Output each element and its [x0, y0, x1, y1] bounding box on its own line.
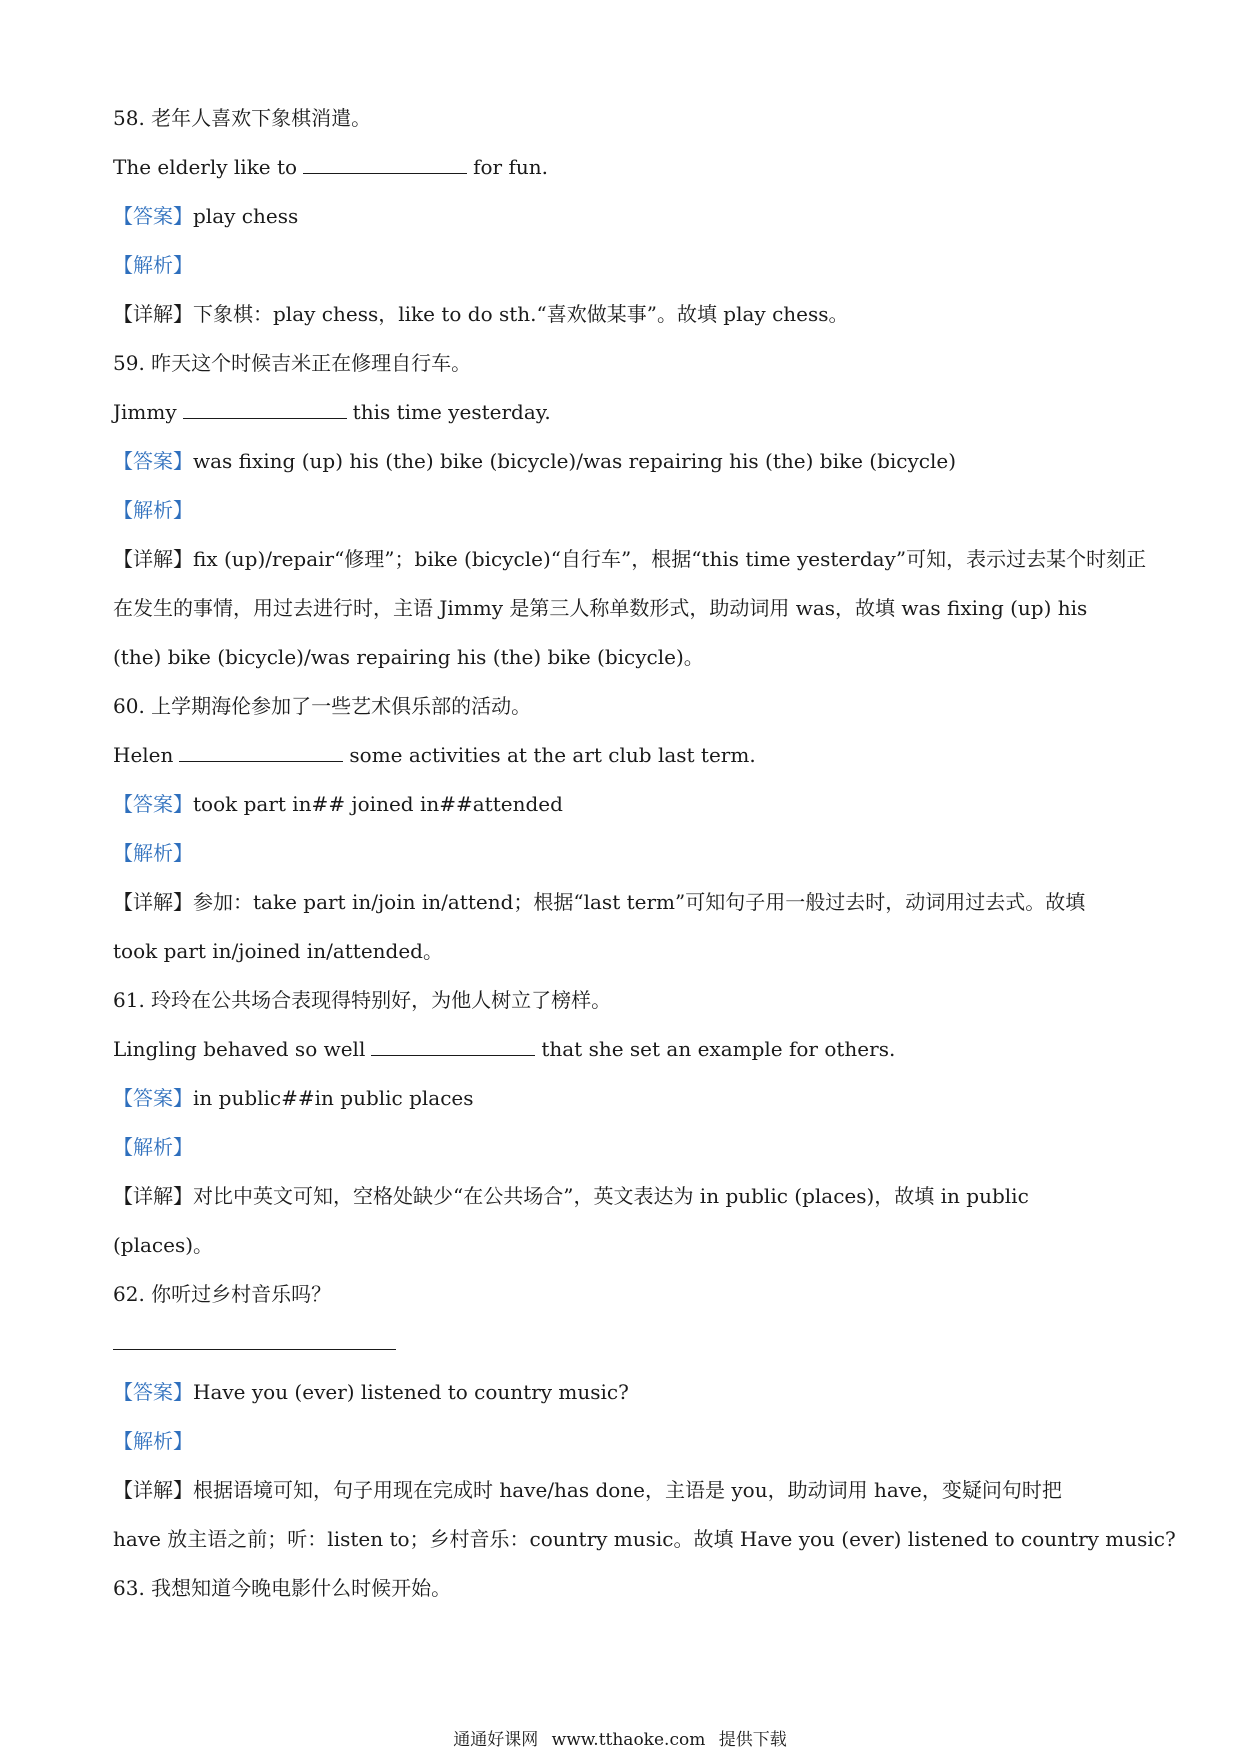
sentence-before: Jimmy	[113, 400, 177, 424]
detail-text: 根据语境可知，句子用现在完成时 have/has done，主语是 you，助动词用 have，变疑问句时把	[193, 1478, 1062, 1502]
detail-tag: 【详解】	[113, 1478, 193, 1502]
footer-site-name: 通通好课网	[453, 1730, 539, 1750]
question-62-prompt	[113, 1279, 331, 1309]
question-number: 59.	[113, 351, 145, 375]
question-number: 61.	[113, 988, 145, 1012]
sentence-after: for fun.	[473, 155, 548, 179]
detail-text: (places)。	[113, 1233, 214, 1257]
question-59-detail-line-3	[113, 642, 704, 672]
question-61-analysis	[113, 1132, 193, 1162]
answer-text: was fixing (up) his (the) bike (bicycle)/was repairing his (the) bike (bicycle)	[193, 449, 957, 473]
detail-tag: 【详解】	[113, 302, 193, 326]
answer-text: in public##in public places	[193, 1086, 474, 1110]
analysis-tag: 【解析】	[113, 1429, 193, 1453]
question-61-answer	[113, 1083, 474, 1113]
answer-blank	[113, 1329, 396, 1350]
question-58-analysis	[113, 250, 193, 280]
sentence-after: some activities at the art club last term.	[349, 743, 756, 767]
question-59-analysis	[113, 495, 193, 525]
detail-text: 下象棋：play chess，like to do sth.“喜欢做某事”。故填 play chess。	[193, 302, 849, 326]
answer-blank	[183, 398, 347, 419]
question-prompt: 我想知道今晚电影什么时候开始。	[151, 1576, 452, 1600]
question-prompt: 你听过乡村音乐吗？	[151, 1282, 332, 1306]
question-number: 62.	[113, 1282, 145, 1306]
sentence-after: that she set an example for others.	[541, 1037, 896, 1061]
question-59-prompt	[113, 348, 471, 378]
sentence-before: Lingling behaved so well	[113, 1037, 366, 1061]
answer-tag: 【答案】	[113, 1380, 193, 1404]
analysis-tag: 【解析】	[113, 253, 193, 277]
question-60-prompt	[113, 691, 531, 721]
question-60-analysis	[113, 838, 193, 868]
detail-text: 在发生的事情，用过去进行时，主语 Jimmy 是第三人称单数形式，助动词用 was，故填 was fixing (up) his	[113, 596, 1088, 620]
question-prompt: 玲玲在公共场合表现得特别好，为他人树立了榜样。	[151, 988, 612, 1012]
question-62-detail-line-2	[113, 1524, 1176, 1554]
detail-text: took part in/joined in/attended。	[113, 939, 443, 963]
question-61-detail-line-2	[113, 1230, 213, 1260]
question-60-sentence	[113, 740, 756, 770]
question-60-detail	[113, 887, 1085, 917]
answer-text: took part in## joined in##attended	[193, 792, 563, 816]
question-59-answer	[113, 446, 956, 476]
answer-text: Have you (ever) listened to country music?	[193, 1380, 629, 1404]
footer-note: 提供下载	[718, 1730, 787, 1750]
answer-tag: 【答案】	[113, 204, 193, 228]
answer-tag: 【答案】	[113, 1086, 193, 1110]
question-59-detail	[113, 544, 1146, 574]
answer-blank	[303, 153, 467, 174]
detail-tag: 【详解】	[113, 547, 193, 571]
question-60-detail-line-2	[113, 936, 443, 966]
detail-text: fix (up)/repair“修理”；bike (bicycle)“自行车”，根据“this time yesterday”可知，表示过去某个时刻正	[193, 547, 1147, 571]
detail-tag: 【详解】	[113, 890, 193, 914]
footer-url[interactable]: www.tthaoke.com	[551, 1730, 706, 1750]
analysis-tag: 【解析】	[113, 841, 193, 865]
detail-text: (the) bike (bicycle)/was repairing his (the) bike (bicycle)。	[113, 645, 704, 669]
sentence-after: this time yesterday.	[352, 400, 551, 424]
question-63-prompt	[113, 1573, 451, 1603]
question-59-sentence	[113, 397, 551, 427]
question-58-prompt	[113, 103, 371, 133]
page-footer	[0, 1729, 1240, 1751]
question-62-answer	[113, 1377, 629, 1407]
answer-tag: 【答案】	[113, 792, 193, 816]
question-61-detail	[113, 1181, 1029, 1211]
question-62-sentence	[113, 1328, 396, 1358]
question-61-prompt	[113, 985, 611, 1015]
analysis-tag: 【解析】	[113, 498, 193, 522]
detail-text: have 放主语之前；听：listen to；乡村音乐：country music。故填 Have you (ever) listened to country music?	[113, 1527, 1176, 1551]
sentence-before: Helen	[113, 743, 174, 767]
question-58-detail	[113, 299, 849, 329]
question-prompt: 老年人喜欢下象棋消遣。	[151, 106, 372, 130]
question-59-detail-line-2	[113, 593, 1087, 623]
question-prompt: 昨天这个时候吉米正在修理自行车。	[151, 351, 472, 375]
detail-text: 参加：take part in/join in/attend；根据“last term”可知句子用一般过去时，动词用过去式。故填	[193, 890, 1086, 914]
question-58-answer	[113, 201, 298, 231]
detail-tag: 【详解】	[113, 1184, 193, 1208]
question-60-answer	[113, 789, 563, 819]
question-number: 60.	[113, 694, 145, 718]
question-number: 58.	[113, 106, 145, 130]
sentence-before: The elderly like to	[113, 155, 298, 179]
detail-text: 对比中英文可知，空格处缺少“在公共场合”，英文表达为 in public (places)，故填 in public	[193, 1184, 1029, 1208]
answer-blank	[371, 1035, 535, 1056]
question-62-analysis	[113, 1426, 193, 1456]
answer-blank	[179, 741, 343, 762]
answer-tag: 【答案】	[113, 449, 193, 473]
question-61-sentence	[113, 1034, 895, 1064]
question-62-detail	[113, 1475, 1062, 1505]
question-prompt: 上学期海伦参加了一些艺术俱乐部的活动。	[151, 694, 532, 718]
analysis-tag: 【解析】	[113, 1135, 193, 1159]
answer-text: play chess	[193, 204, 299, 228]
question-number: 63.	[113, 1576, 145, 1600]
question-58-sentence	[113, 152, 548, 182]
